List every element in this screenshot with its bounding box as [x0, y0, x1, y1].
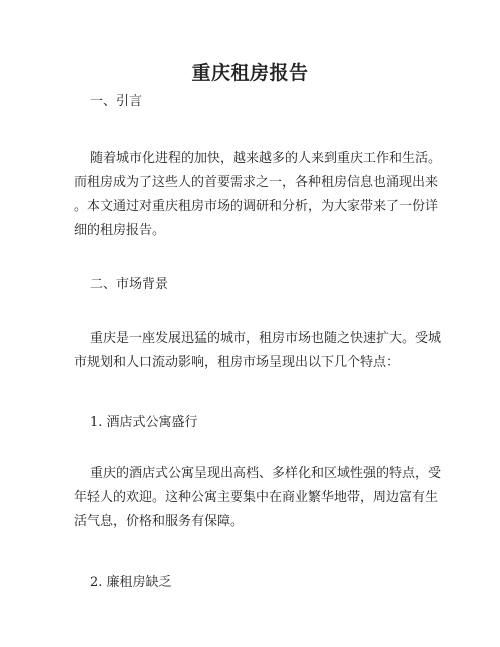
subsection-heading-low-rent-housing: 2. 廉租房缺乏	[90, 575, 172, 590]
paragraph-serviced-apartments	[74, 462, 442, 534]
paragraph-introduction	[74, 147, 442, 243]
section-heading-introduction: 一、引言	[90, 94, 143, 109]
paragraph-line: 随着城市化进程的加快，越来越多的人来到重庆工作和生活。	[90, 151, 442, 166]
paragraph-line: 而租房成为了这些人的首要需求之一，各种租房信息也涌现出来	[74, 175, 439, 190]
paragraph-line: 重庆的酒店式公寓呈现出高档、多样化和区域性强的特点，受	[90, 466, 442, 481]
subsection-heading-serviced-apartments: 1. 酒店式公寓盛行	[90, 415, 198, 430]
paragraph-market-background	[74, 327, 442, 375]
section-heading-market-background: 二、市场背景	[90, 277, 169, 292]
paragraph-line: 细的租房报告。	[74, 223, 166, 238]
paragraph-line: 年轻人的欢迎。这种公寓主要集中在商业繁华地带，周边富有生	[74, 490, 439, 505]
paragraph-line: 活气息，价格和服务有保障。	[74, 514, 244, 529]
paragraph-line: 。本文通过对重庆租房市场的调研和分析，为大家带来了一份详	[74, 199, 439, 214]
paragraph-line: 重庆是一座发展迅猛的城市，租房市场也随之快速扩大。受城	[90, 331, 442, 346]
paragraph-line: 市规划和人口流动影响，租房市场呈现出以下几个特点：	[74, 355, 400, 370]
document-title: 重庆租房报告	[191, 62, 309, 84]
